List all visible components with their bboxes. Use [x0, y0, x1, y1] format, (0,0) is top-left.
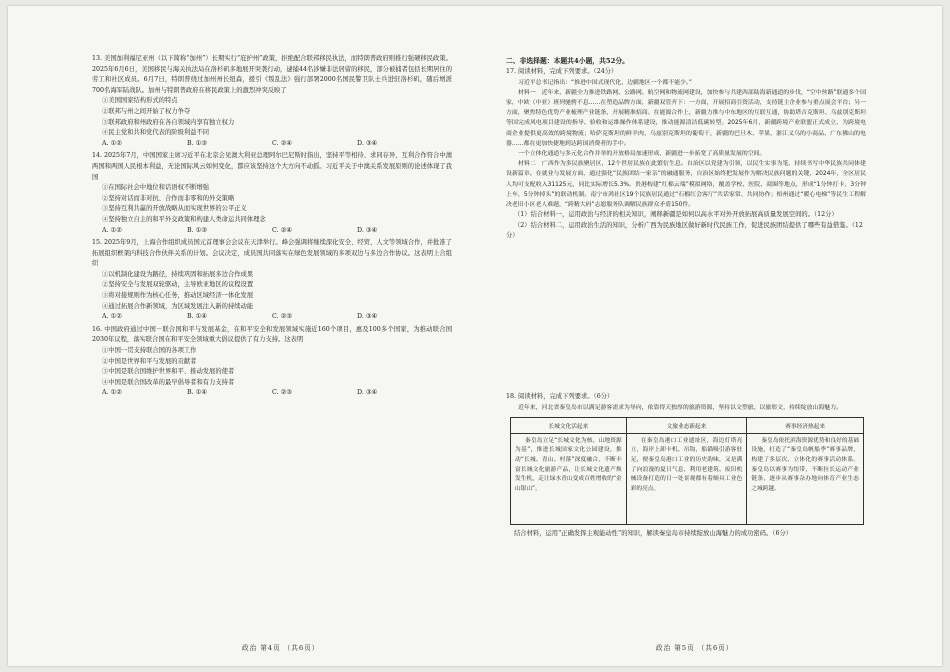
table-header-cell: 赛事经济热起来 [747, 417, 864, 433]
q15-option: ③将对接规则作为核心任务，推动区域经济一体化发展 [102, 292, 254, 300]
choice-a: A. ①② [102, 313, 122, 321]
q15-option: ②坚持安全与发展双轮驱动，主导欧亚地区的议程设置 [102, 281, 254, 289]
q17-material-2: 材料二 广西作为多民族聚居区，12个世居民族在此繁衍生息。自治区以党建为引领，以民生实事为笔，持续书写中华民族共同体建设新篇章。在就业与发展方面，通过强化“民族团结一家亲”的融通服务，自治区始终把发展作为解决民族问题的关键，2024年，全区居民人均可支配收入31125元，同比实际增长5.3%。贵港构建“红棉云端”模拟网络，覆盖学校、医院、商圈等地点，形成“1分钟打卡，3分钟上车，5分钟掉头”的联动机制。南宁市鸿社区19个民族居民通过“石榴红会客厅”共话家常、共同协作；梧州通过“暖心电梯”等民生工程解决老旧小区老人难题，“跨精大码”志愿服务队调解民族群众矛盾150件。 [506, 161, 866, 209]
q14-option: ②坚持对话而非对抗、合作而非零和的外交策略 [102, 194, 235, 202]
q14-option: ③坚持互利共赢的开放战略从而实现世界的公平正义 [102, 205, 247, 213]
page-4 [92, 6, 452, 666]
q17-title: 17. 阅读材料，完成下列要求。（24分） [506, 68, 618, 75]
choice-d: D. ③④ [357, 226, 378, 234]
q15-stem: 15. 2025年9月，上海合作组织成员国元首理事会会议在天津举行。峰会强调将继续深化安全、经贸、人文等领域合作，并批准了拓展组织框架内科技合作伙伴关系的计划。会议决定，成员国共同落实在绿色发展领域的多项双边与多边合作协议。这表明上合组织 [92, 239, 452, 268]
choice-b: B. ①③ [187, 226, 207, 234]
q15-choices [92, 312, 452, 323]
q17-material-1-summary: 一个立体化通道与多元化合作并举的开放格局加速形成，新疆进一步拓宽了高质量发展的空间。 [518, 151, 766, 158]
section-title: 二、非选择题：本题共4小题，共52分。 [506, 57, 629, 65]
page-footer: 政治 第4页 （共6页） [242, 644, 320, 652]
choice-c: C. ②④ [272, 226, 292, 234]
choice-d: D. ③④ [357, 139, 378, 147]
q17-ask-2: （2）结合材料二，运用政治生活的知识，分析广西为民族地区做好新时代民族工作，促进民族团结提供了哪些有益借鉴。（12分） [506, 221, 863, 240]
table-cell: 在秦皇岛港口工业遗址区，海边灯塔亮立，海岸上卸卡机、吊钩，船锚吸引游客驻足，便秦皇岛港口工业的历史韵味，又是满了向浪漫的夏日气息，利用老建筑、废旧机械设备打造的日一处景观都有着颇具工业色彩的亮点。 [626, 433, 747, 524]
q15-option: ④通过拓展合作新领域，为区域发展注入新的持续动能 [102, 302, 254, 310]
question-18 [506, 392, 866, 539]
choice-c: C. ②③ [272, 389, 292, 397]
choice-c: C. ②③ [272, 313, 292, 321]
q13-stem: 13. 美国加利福尼亚州（以下简称“加州”）长期实行“庇护州”政策，拒绝配合联邦移民执法，而特朗普政府则推行强硬移民政策。2025年6月6日，美国移民与海关执法局在洛杉矶多地展开突袭行动，逮捕44名涉嫌非法居留的移民，部分被捕者包括长期居住的劳工和社区成员。6月7日，特朗普绕过加州州长纽森，援引《叛乱法》强行部署2000名国民警卫队士兵进驻洛杉矶，随后增派700名海军陆战队。加州与特朗普政府在移民政策上的激烈冲突反映了 [92, 55, 452, 94]
q18-title: 18. 阅读材料，完成下列要求。（6分） [506, 393, 614, 400]
q16-option: ③中国是联合国维护世界和平、推动发展的使者 [102, 368, 235, 376]
q13-option: ①美国国家结构形式的特点 [102, 97, 178, 105]
choice-a: A. ①② [102, 226, 122, 234]
table-header-cell: 长城文化活起来 [511, 417, 627, 433]
q13-option: ④民主党和共和党代表的阶级利益不同 [102, 129, 210, 137]
choice-b: B. ①④ [187, 389, 207, 397]
q16-stem: 16. 中国政府通过中国－联合国和平与发展基金，在和平安全和发展领域实施近160个项目，惠及100多个国家，为推动联合国2030年议程，落实联合国在和平安全领域重大倡议提供了有力支持。这表明 [92, 325, 452, 344]
choice-a: A. ①② [102, 389, 122, 397]
table-header-row [511, 417, 864, 433]
q16-option: ①中国一贯支持联合国的各项工作 [102, 347, 197, 355]
choice-b: B. ①④ [187, 313, 207, 321]
q13-option: ②联邦与州之间开始了权力争夺 [102, 107, 191, 115]
choice-a: A. ①② [102, 139, 122, 147]
q17-ask-1: （1）结合材料一，运用政治与经济的相关知识，阐释新疆是如何以高水平对外开放拓展高质量发展空间的。（12分） [514, 211, 838, 219]
q16-option: ②中国是世界和平与发展的贡献者 [102, 357, 197, 365]
q17-quote: 习近平总书记指出：“推进中国式现代化，边疆地区一个都不能少。” [518, 79, 692, 86]
choice-d: D. ③④ [357, 313, 378, 321]
q13-option: ③联邦政府和州政府在各自领域内享有独立权力 [102, 118, 235, 126]
q16-option: ④中国是联合国改革的最早倡导者和有力支持者 [102, 378, 235, 386]
choice-c: C. ②④ [272, 139, 292, 147]
q18-table [510, 417, 864, 525]
questions-13-16 [92, 54, 452, 399]
q18-ask: 结合材料，运用“正确发挥主观能动性”的知识，解读秦皇岛市持续绽放山海魅力的成功密码。（6分） [514, 529, 793, 537]
q14-option: ④坚持独立自主的和平外交政策和构建人类命运共同体理念 [102, 215, 266, 223]
q14-stem: 14. 2025年7月，中国国家主席习近平在北京会见澳大利亚总理阿尔巴尼斯时指出，坚持平等相待、求同存异、互利合作符合中澳两国和两国人民根本利益，无论国际风云如何变化，都应该坚持这个大方向不动摇。习近平关于中澳关系发展原则的论述体现了我国 [92, 152, 452, 181]
q16-choices [92, 388, 452, 399]
choice-b: B. ①③ [187, 139, 207, 147]
exam-sheet [8, 6, 942, 666]
q17-material-1: 材料一 近年来，新疆全力推进铁路网、公路网、航空网和物流网建设，加快参与共建西部陆海新通道的步伐，“空中丝路”联通多个国家，中欧（中亚）班列驰骋不息……在塑造品牌方面，新疆双管齐下：一方面，开展招商引资活动，支持链主企业参与重点展会平台；另一方面，聚焦特色优势产业梳理产业链条，开展精准招商。在能源合作上，新疆力推与中东地区的互联互通，协助塔吉克斯坦、乌兹别克斯坦等国完成风电项目建设的指导、验收和运维操作体系建设，推动能源清洁低碳转型。2025年6月，新疆跨境产业联盟正式成立，为跨境电商企业提供更高效的跨境物流；哈萨克斯坦的鲜羊肉、乌兹别克斯坦的葡萄干，新疆的巴旦木、苹果，浙江义乌的小商品、广东佛山的电器……都在更加快捷地到达跨国消费者的手中。 [506, 89, 866, 147]
q13-choices [92, 139, 452, 150]
page-5 [506, 6, 866, 666]
table-header-cell: 文旅业态新起来 [626, 417, 747, 433]
q18-intro: 近年来，河北省秦皇岛市以满足游客需求为导向，依靠得天独厚的旅游资源，坚持以文塑旅、以旅彰文，持续绽放山海魅力。 [518, 404, 842, 411]
page-footer: 政治 第5页 （共6页） [656, 644, 734, 652]
choice-d: D. ③④ [357, 389, 378, 397]
q15-option: ①以机制化建设为路径，持续巩固和拓展多边合作成果 [102, 270, 254, 278]
q14-choices [92, 226, 452, 237]
table-row [511, 433, 864, 524]
table-cell: 秦皇岛立足“长城文化为核、山地资源为基”，推进长城国家文化公园建设，推动“长城、青山、村落”深度融合，不断丰富长城文化旅游产品，让长城文化遗产焕发生机，走让绿水青山变成百姓增收的“金山银山”。 [511, 433, 627, 524]
questions-17-18 [506, 56, 866, 242]
table-cell: 秦皇岛依托滨海资源优势和良好的基础设施，打造了“秦皇岛帆船季”赛事品牌，构建了多层次、立体化的赛事活动体系。秦皇岛以赛事为纽带，不断拉长运动产业链条，逐步从赛事杂办地向体育产业生态之城跨越。 [747, 433, 864, 524]
q14-option: ①在国际社会中地位和话语权不断增强 [102, 184, 210, 192]
